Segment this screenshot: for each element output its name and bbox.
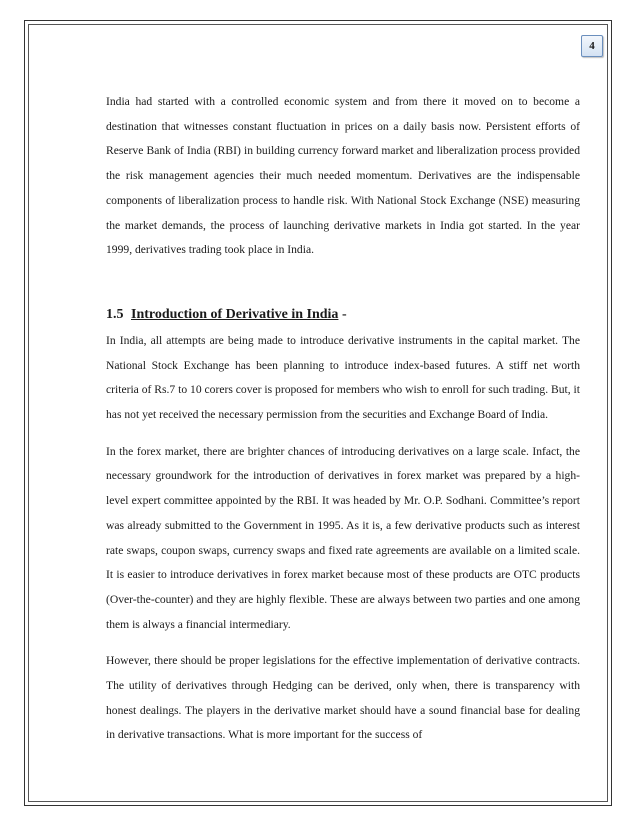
section-suffix: - bbox=[341, 306, 347, 322]
section-number: 1.5 bbox=[106, 306, 124, 322]
paragraph-capital-market: In India, all attempts are being made to introduce derivative instruments in the capital market. The National Stock Exchange has been planning to introduce index-based futures. A stiff net worth criteria of Rs.7 to 10 corers cover is proposed for members who wish to enroll for such trading. But, it has not yet received the necessary permission from the securities and Exchange Board of India. bbox=[106, 333, 580, 422]
paragraph-legislation: However, there should be proper legislations for the effective implementation of derivative contracts. The utility of derivatives through Hedging can be derived, only when, there is transparency with honest dealings. The players in the derivative market should have a sound financial base for dealing in derivative transactions. What is more important for the success of bbox=[106, 654, 580, 742]
page-content bbox=[106, 90, 580, 748]
intro-paragraph: India had started with a controlled economic system and from there it moved on to become a destination that witnesses constant fluctuation in prices on a daily basis now. Persistent efforts of Reserve Bank of India (RBI) in building currency forward market and liberalization process provided the risk management agencies their much needed momentum. Derivatives are the indispensable components of liberalization process to handle risk. With National Stock Exchange (NSE) measuring the market demands, the process of launching derivative markets in India got started. In the year 1999, derivatives trading took place in India. bbox=[106, 95, 580, 257]
section-heading bbox=[106, 303, 580, 327]
section-title: Introduction of Derivative in India bbox=[131, 306, 339, 322]
page-number-badge: 4 bbox=[581, 35, 603, 57]
paragraph-forex-market: In the forex market, there are brighter chances of introducing derivatives on a large scale. Infact, the necessary groundwork for the introduction of derivatives in forex market was prepared by a high-level expert committee appointed by the RBI. It was headed by Mr. O.P. Sodhani. Committee’s report was already submitted to the Government in 1995. As it is, a few derivative products such as interest rate swaps, coupon swaps, currency swaps and fixed rate agreements are available on a limited scale. It is easier to introduce derivatives in forex market because most of these products are OTC products (Over-the-counter) and they are highly flexible. These are always between two parties and one among them is always a financial intermediary. bbox=[106, 444, 580, 631]
